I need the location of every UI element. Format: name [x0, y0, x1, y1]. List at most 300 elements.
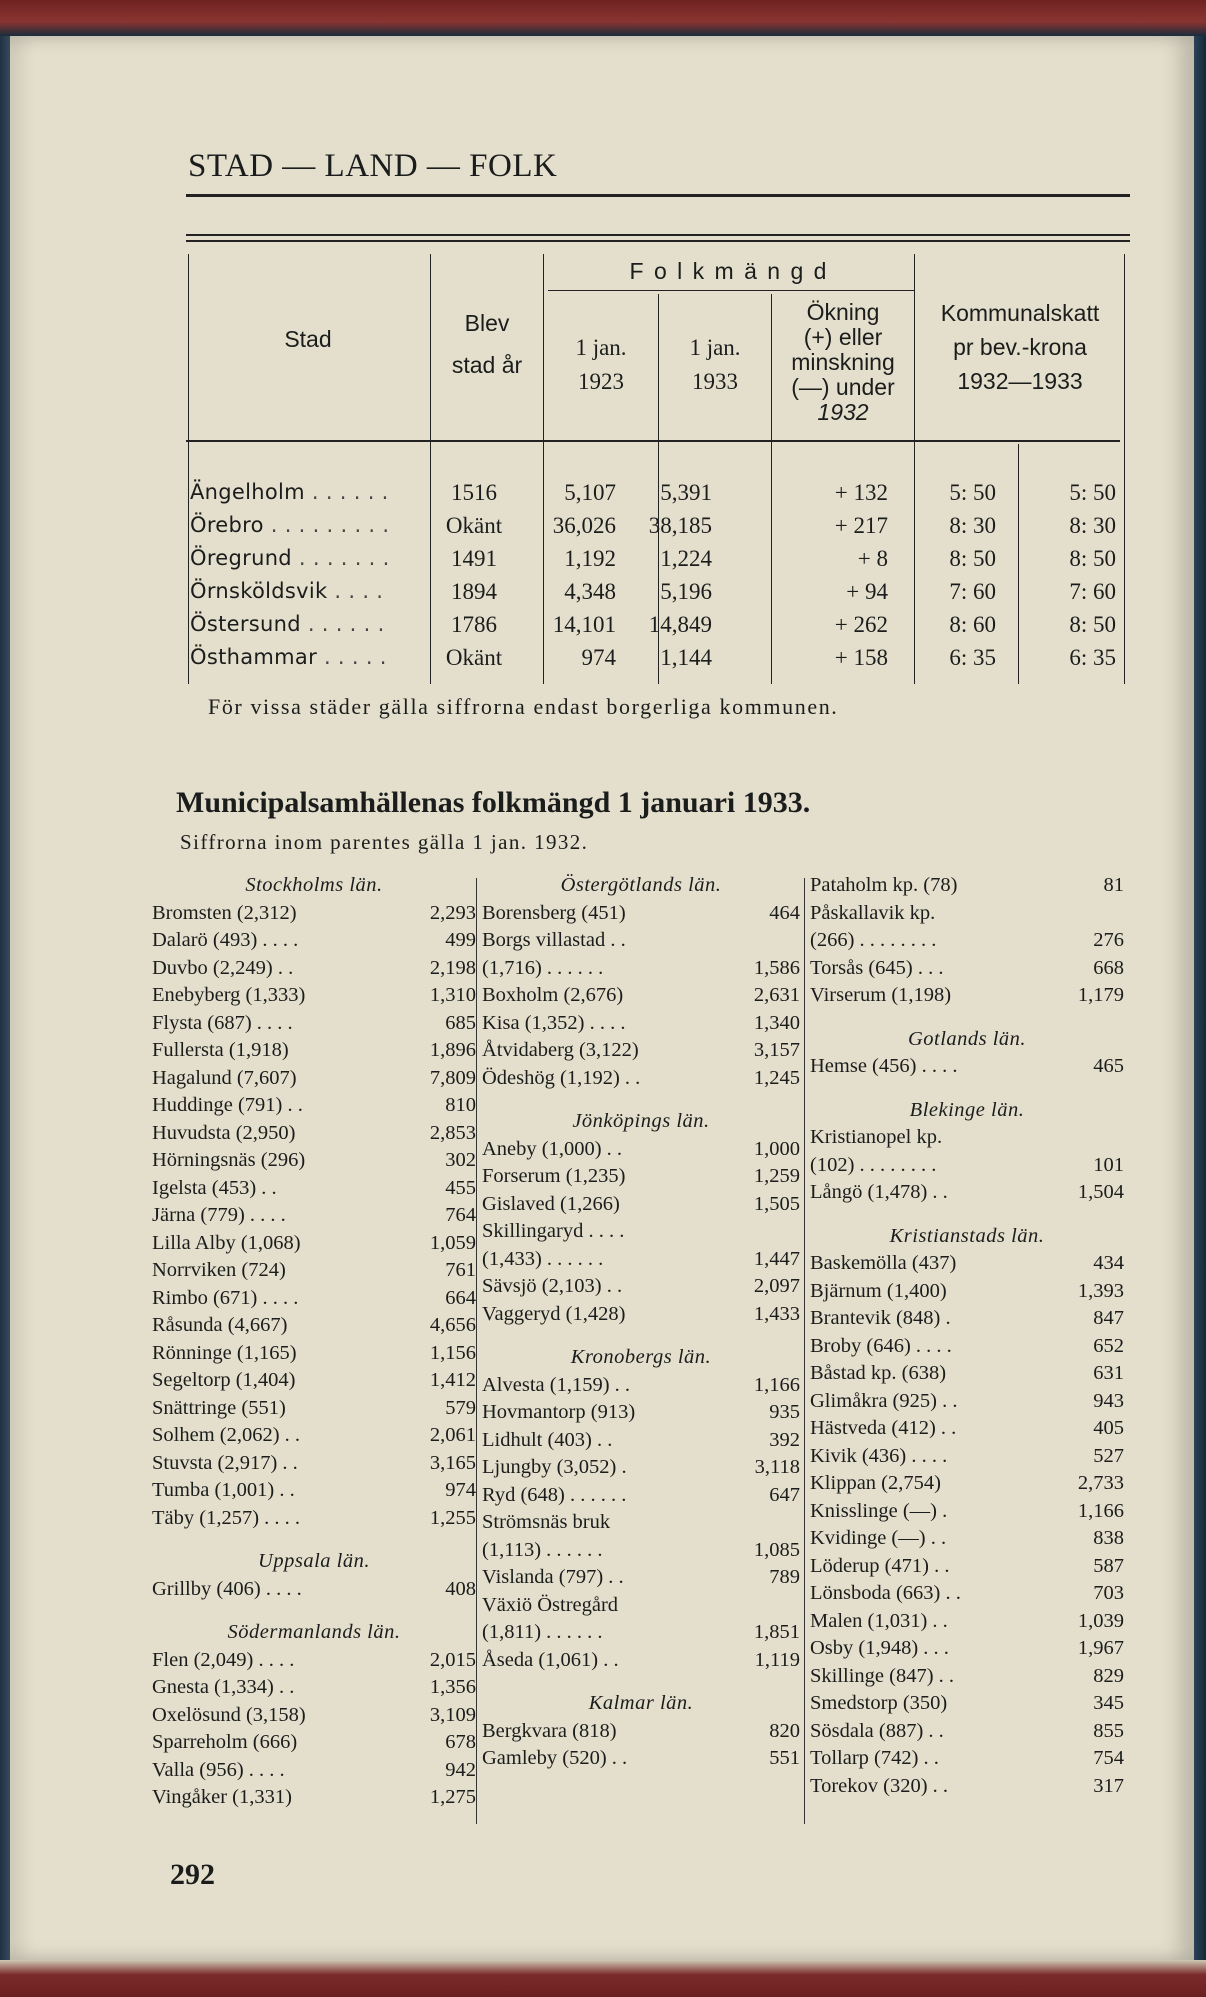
list-item — [810, 982, 1124, 1010]
city-year: 1894 — [451, 579, 497, 604]
tax-1932: 8: 50 — [949, 546, 996, 571]
community-name: Vingåker (1,331) — [152, 1786, 292, 1808]
community-population: 3,118 — [754, 1456, 800, 1478]
leader-dots: . . . . . . — [304, 480, 389, 504]
list-item — [482, 1592, 800, 1620]
city-name — [190, 579, 383, 603]
header-change-2: (+) eller — [803, 324, 883, 350]
list-item — [152, 1147, 476, 1175]
community-name: Klippan (2,754) — [810, 1472, 941, 1494]
list-item — [482, 1647, 800, 1675]
header-change-5: 1932 — [817, 399, 869, 425]
list-item — [810, 1773, 1124, 1801]
list-item — [152, 927, 476, 955]
column-3 — [810, 872, 1124, 1800]
community-population: 2,733 — [1077, 1472, 1124, 1494]
list-item — [152, 1505, 476, 1533]
table-top-rule-2 — [186, 240, 1130, 242]
list-item — [152, 900, 476, 928]
city-year: Okänt — [445, 513, 503, 538]
community-name: Borensberg (451) — [482, 901, 626, 924]
community-population: 1,340 — [753, 1011, 800, 1034]
list-item — [810, 1179, 1124, 1207]
community-population: 1,259 — [753, 1165, 800, 1187]
city-year: Okänt — [445, 645, 503, 670]
population-1933: 1,144 — [660, 645, 712, 670]
community-name: Forserum (1,235) — [482, 1165, 626, 1187]
header-change-1: Ökning — [806, 299, 880, 325]
community-name: Rimbo (671) . . . . — [152, 1286, 299, 1309]
community-name: Råsunda (4,667) — [152, 1314, 288, 1336]
community-population: 1,179 — [1077, 984, 1124, 1006]
community-population: 703 — [1093, 1582, 1124, 1604]
population-change: + 217 — [834, 513, 888, 538]
community-population: 1,039 — [1077, 1609, 1124, 1632]
community-name: Bromsten (2,312) — [152, 901, 297, 924]
list-item — [482, 900, 800, 928]
header-1923-year: 1923 — [578, 369, 624, 394]
community-name: Brantevik (848) . — [810, 1307, 951, 1329]
community-name: Hovmantorp (913) — [482, 1401, 636, 1423]
list-item — [810, 1580, 1124, 1608]
community-name: (1,113) . . . . . . — [482, 1538, 603, 1561]
folkmangd-rule — [548, 290, 914, 291]
community-name: Norrviken (724) — [152, 1259, 286, 1281]
community-population: 1,412 — [429, 1369, 476, 1391]
population-change: + 132 — [834, 480, 888, 505]
community-name: Skillinge (847) . . — [810, 1664, 955, 1687]
community-population: 1,447 — [753, 1247, 800, 1270]
list-item — [482, 1454, 800, 1482]
list-item — [152, 1395, 476, 1423]
population-change: + 94 — [846, 579, 888, 604]
population-change: + 262 — [834, 612, 888, 637]
region-heading: Uppsala län. — [258, 1550, 370, 1572]
community-name: Löderup (471) . . — [810, 1554, 950, 1577]
list-item — [482, 1509, 800, 1537]
community-population: 3,157 — [753, 1039, 800, 1061]
community-name: (102) . . . . . . . . — [810, 1153, 937, 1176]
population-1923: 4,348 — [564, 579, 616, 604]
list-item — [482, 1301, 800, 1329]
table-header-rule — [186, 440, 1120, 442]
list-item — [482, 982, 800, 1010]
book-bottom-edge — [0, 1960, 1206, 1997]
header-change-4: (—) under — [791, 374, 895, 400]
community-name: Lilla Alby (1,068) — [152, 1231, 301, 1254]
community-name: Boxholm (2,676) — [482, 984, 624, 1006]
community-name: Duvbo (2,249) . . — [152, 956, 294, 979]
community-name: Knisslinge (—) . — [810, 1499, 948, 1522]
community-population: 855 — [1093, 1719, 1124, 1742]
list-item — [152, 1702, 476, 1730]
list-item — [482, 1163, 800, 1191]
city-name — [190, 645, 387, 669]
community-name: Hästveda (412) . . — [810, 1417, 957, 1439]
community-population: 1,245 — [753, 1066, 800, 1089]
tax-1932: 5: 50 — [949, 480, 996, 505]
tax-1932: 6: 35 — [949, 645, 996, 670]
community-name: Hemse (456) . . . . — [810, 1055, 958, 1077]
header-change — [772, 300, 914, 425]
community-population: 1,000 — [753, 1137, 800, 1160]
list-item — [152, 1092, 476, 1120]
population-change: + 158 — [834, 645, 888, 670]
city-year: 1786 — [451, 612, 497, 637]
community-name: Smedstorp (350) — [810, 1692, 948, 1714]
community-population: 942 — [445, 1758, 476, 1781]
region-heading: Jönköpings län. — [572, 1110, 710, 1132]
community-name: Huvudsta (2,950) — [152, 1121, 296, 1144]
community-name: Lidhult (403) . . — [482, 1428, 613, 1451]
community-population: 2,293 — [429, 901, 476, 924]
header-blev: Blev — [464, 310, 510, 336]
community-name: Åtvidaberg (3,122) — [482, 1039, 639, 1061]
community-name: Segeltorp (1,404) — [152, 1369, 296, 1391]
community-name: Alvesta (1,159) . . — [482, 1373, 631, 1396]
city-name-text: Öregrund — [190, 546, 292, 570]
leader-dots: . . . . — [327, 579, 384, 603]
tax-1933: 8: 50 — [1069, 546, 1116, 571]
tax-1932: 8: 60 — [949, 612, 996, 637]
community-population: 1,586 — [753, 956, 800, 979]
city-year: 1491 — [451, 546, 497, 571]
list-item — [810, 1305, 1124, 1333]
column-2 — [482, 872, 800, 1773]
tax-1933: 8: 50 — [1069, 612, 1116, 637]
list-item — [152, 1674, 476, 1702]
region-heading: Stockholms län. — [245, 874, 383, 896]
list-item — [152, 1340, 476, 1368]
list-item — [810, 1470, 1124, 1498]
community-name: Glimåkra (925) . . — [810, 1389, 958, 1412]
community-name: Kivik (436) . . . . — [810, 1444, 948, 1467]
population-1933: 14,849 — [648, 612, 712, 637]
list-item — [810, 1360, 1124, 1388]
community-population: 2,015 — [429, 1648, 476, 1671]
community-name: Vislanda (797) . . — [482, 1566, 624, 1588]
list-item — [482, 1399, 800, 1427]
community-population: 764 — [445, 1204, 476, 1226]
list-item — [810, 1278, 1124, 1306]
list-item — [152, 1285, 476, 1313]
community-population: 464 — [769, 901, 800, 924]
community-population: 820 — [769, 1719, 800, 1742]
city-name — [190, 513, 389, 537]
community-population: 1,851 — [753, 1621, 800, 1643]
list-item — [482, 1273, 800, 1301]
community-population: 789 — [769, 1566, 800, 1588]
population-1923: 36,026 — [552, 513, 616, 538]
community-population: 7,809 — [429, 1066, 476, 1089]
community-name: Växiö Östregård — [482, 1593, 619, 1616]
community-population: 302 — [445, 1149, 476, 1171]
community-population: 276 — [1093, 929, 1124, 951]
community-population: 408 — [445, 1577, 476, 1600]
city-name-text: Östersund — [190, 612, 301, 636]
population-1933: 38,185 — [648, 513, 712, 538]
community-name: Pataholm kp. (78) — [810, 874, 958, 896]
community-name: Baskemölla (437) — [810, 1252, 957, 1274]
table-row — [186, 612, 1130, 644]
community-name: Strömsnäs bruk — [482, 1511, 611, 1533]
community-name: Kvidinge (—) . . — [810, 1527, 947, 1549]
community-name: Åseda (1,061) . . — [482, 1648, 619, 1671]
spacer — [152, 1532, 476, 1548]
community-population: 434 — [1093, 1252, 1124, 1274]
community-population: 754 — [1093, 1747, 1124, 1769]
population-change: + 8 — [857, 546, 888, 571]
community-population: 974 — [445, 1479, 476, 1501]
community-population: 668 — [1093, 956, 1124, 979]
community-name: Båstad kp. (638) — [810, 1362, 947, 1384]
list-item — [152, 1422, 476, 1450]
list-item — [810, 1388, 1124, 1416]
list-item — [482, 1191, 800, 1219]
population-1933: 5,196 — [660, 579, 712, 604]
population-1933: 1,224 — [660, 546, 712, 571]
list-item — [810, 1525, 1124, 1553]
community-population: 2,097 — [753, 1275, 800, 1297]
community-population: 2,061 — [429, 1424, 476, 1446]
community-population: 1,156 — [429, 1341, 476, 1364]
community-name: Täby (1,257) . . . . — [152, 1506, 301, 1529]
header-1933: 1 jan. — [689, 335, 741, 360]
population-1923: 974 — [581, 645, 616, 670]
city-name — [190, 480, 389, 504]
community-name: Hörningsnäs (296) — [152, 1149, 306, 1171]
list-item — [810, 1443, 1124, 1471]
header-tax — [915, 296, 1125, 398]
community-name: Borgs villastad . . — [482, 929, 626, 951]
community-name: Torsås (645) . . . — [810, 956, 944, 979]
community-population: 1,356 — [429, 1676, 476, 1698]
list-item — [810, 1250, 1124, 1278]
community-name: Dalarö (493) . . . . — [152, 929, 299, 951]
community-name: Grillby (406) . . . . — [152, 1577, 302, 1600]
community-population: 1,505 — [753, 1192, 800, 1215]
list-item — [152, 1065, 476, 1093]
community-name: Ödeshög (1,192) . . — [482, 1066, 641, 1089]
list-item — [152, 1576, 476, 1604]
region-heading: Södermanlands län. — [227, 1621, 401, 1643]
community-population: 847 — [1093, 1307, 1124, 1329]
tax-1932: 7: 60 — [949, 579, 996, 604]
community-population: 2,853 — [429, 1121, 476, 1144]
community-name: Lönsboda (663) . . — [810, 1582, 961, 1604]
list-item — [810, 1124, 1124, 1152]
community-population: 392 — [769, 1428, 800, 1451]
community-name: (1,716) . . . . . . — [482, 956, 604, 979]
community-population: 631 — [1093, 1362, 1124, 1384]
community-population: 345 — [1093, 1692, 1124, 1714]
header-1933-year: 1933 — [692, 369, 738, 394]
community-name: Aneby (1,000) . . — [482, 1137, 623, 1160]
list-item — [152, 1120, 476, 1148]
spacer — [482, 1328, 800, 1344]
header-rule — [186, 194, 1130, 197]
community-name: Tollarp (742) . . — [810, 1747, 939, 1769]
table-note: För vissa städer gälla siffrorna endast borgerliga kommunen. — [208, 694, 839, 719]
table-top-rule — [186, 234, 1130, 236]
community-population: 1,255 — [429, 1506, 476, 1529]
population-1923: 5,107 — [564, 480, 616, 505]
tax-1933: 6: 35 — [1069, 645, 1116, 670]
list-item — [810, 1635, 1124, 1663]
list-item — [482, 1718, 800, 1746]
community-name: Rönninge (1,165) — [152, 1341, 297, 1364]
community-population: 405 — [1093, 1417, 1124, 1439]
list-item — [482, 1010, 800, 1038]
community-name: Ryd (648) . . . . . . — [482, 1483, 627, 1506]
community-population: 3,165 — [429, 1451, 476, 1474]
community-name: Virserum (1,198) — [810, 984, 952, 1006]
list-item — [810, 927, 1124, 955]
leader-dots: . . . . . . . — [291, 546, 390, 570]
community-name: (266) . . . . . . . . — [810, 929, 937, 951]
region-heading: Östergötlands län. — [560, 874, 722, 896]
list-item — [152, 1010, 476, 1038]
header-stad: Stad — [284, 326, 332, 352]
community-name: Sävsjö (2,103) . . — [482, 1275, 623, 1297]
community-population: 1,896 — [429, 1039, 476, 1061]
community-name: Sösdala (887) . . — [810, 1719, 944, 1742]
community-name: Osby (1,948) . . . — [810, 1637, 949, 1659]
community-name: Fullersta (1,918) — [152, 1039, 289, 1061]
community-population: 943 — [1093, 1389, 1124, 1412]
population-1923: 14,101 — [552, 612, 616, 637]
spacer — [810, 1081, 1124, 1097]
book-top-edge — [0, 0, 1206, 36]
community-name: (1,811) . . . . . . — [482, 1621, 603, 1643]
list-item — [810, 900, 1124, 928]
community-name: Påskallavik kp. — [810, 901, 936, 924]
list-item — [482, 1037, 800, 1065]
running-head: STAD — LAND — FOLK — [188, 148, 558, 184]
community-population: 1,310 — [429, 984, 476, 1006]
community-name: Huddinge (791) . . — [152, 1094, 303, 1116]
list-item — [152, 1367, 476, 1395]
table-row — [186, 645, 1130, 677]
list-item — [152, 1175, 476, 1203]
list-item — [810, 1663, 1124, 1691]
list-item — [810, 955, 1124, 983]
list-item — [152, 1784, 476, 1812]
community-name: Snättringe (551) — [152, 1396, 286, 1419]
community-name: Gamleby (520) . . — [482, 1747, 628, 1769]
list-item — [810, 1415, 1124, 1443]
list-item — [810, 1053, 1124, 1081]
community-name: Malen (1,031) . . — [810, 1609, 948, 1632]
community-population: 647 — [769, 1483, 800, 1506]
community-name: Flen (2,049) . . . . — [152, 1648, 295, 1671]
list-item — [152, 955, 476, 983]
community-population: 3,109 — [429, 1703, 476, 1726]
book-cover-right — [1194, 36, 1206, 1960]
header-tax-3: 1932—1933 — [957, 368, 1083, 394]
community-name: Bjärnum (1,400) — [810, 1279, 947, 1302]
community-name: (1,433) . . . . . . — [482, 1247, 604, 1270]
community-population: 527 — [1093, 1444, 1124, 1467]
list-item — [482, 1136, 800, 1164]
community-population: 678 — [445, 1731, 476, 1753]
list-item — [152, 1477, 476, 1505]
region-heading: Kalmar län. — [588, 1692, 694, 1714]
community-name: Skillingaryd . . . . — [482, 1220, 625, 1242]
region-heading: Gotlands län. — [907, 1027, 1027, 1050]
city-name-text: Östhammar — [190, 645, 317, 669]
community-population: 1,085 — [753, 1538, 800, 1561]
spacer — [810, 1010, 1124, 1026]
leader-dots: . . . . . . . . . — [263, 513, 390, 537]
list-item — [152, 1230, 476, 1258]
list-item — [152, 1729, 476, 1757]
column-1 — [152, 872, 476, 1812]
community-population: 579 — [445, 1396, 476, 1419]
list-item — [810, 1690, 1124, 1718]
list-item — [810, 872, 1124, 900]
community-population: 4,656 — [429, 1314, 476, 1336]
community-name: Valla (956) . . . . — [152, 1758, 285, 1781]
community-population: 810 — [445, 1094, 476, 1116]
community-population: 1,275 — [429, 1786, 476, 1808]
tax-1933: 8: 30 — [1069, 513, 1116, 538]
community-name: Oxelösund (3,158) — [152, 1703, 306, 1726]
community-name: Gislaved (1,266) — [482, 1192, 620, 1215]
community-population: 1,393 — [1077, 1279, 1124, 1302]
region-heading: Blekinge län. — [909, 1098, 1025, 1121]
community-name: Stuvsta (2,917) . . — [152, 1451, 298, 1474]
community-name: Kisa (1,352) . . . . — [482, 1011, 626, 1034]
population-1923: 1,192 — [564, 546, 616, 571]
community-name: Torekov (320) . . — [810, 1774, 949, 1797]
table-row — [186, 513, 1130, 545]
city-name-text: Örebro — [190, 513, 264, 537]
header-change-3: minskning — [791, 349, 895, 375]
community-population: 838 — [1093, 1527, 1124, 1549]
community-population: 317 — [1093, 1774, 1124, 1797]
community-name: Broby (646) . . . . — [810, 1334, 952, 1357]
community-name: Järna (779) . . . . — [152, 1204, 286, 1226]
list-item — [482, 1745, 800, 1773]
table-row — [186, 546, 1130, 578]
spacer — [152, 1603, 476, 1619]
leader-dots: . . . . . — [317, 645, 387, 669]
section-subtitle: Siffrorna inom parentes gälla 1 jan. 1932. — [180, 830, 589, 854]
community-population: 664 — [445, 1286, 476, 1309]
list-item — [810, 1745, 1124, 1773]
list-item — [810, 1498, 1124, 1526]
tax-1933: 5: 50 — [1069, 480, 1116, 505]
community-population: 761 — [445, 1259, 476, 1281]
spacer — [482, 1674, 800, 1690]
list-item — [152, 1312, 476, 1340]
list-item — [810, 1608, 1124, 1636]
header-1923: 1 jan. — [575, 335, 627, 360]
city-year: 1516 — [451, 480, 497, 505]
community-population: 935 — [769, 1401, 800, 1423]
community-name: Enebyberg (1,333) — [152, 984, 306, 1006]
table-row — [186, 579, 1130, 611]
list-item — [482, 1482, 800, 1510]
community-population: 2,198 — [429, 956, 476, 979]
community-population: 499 — [445, 929, 476, 951]
community-name: Kristianopel kp. — [810, 1126, 943, 1148]
header-folkmangd: F o l k m ä n g d — [629, 258, 829, 284]
community-population: 1,433 — [753, 1302, 800, 1325]
list-item — [482, 1537, 800, 1565]
list-item — [152, 1037, 476, 1065]
